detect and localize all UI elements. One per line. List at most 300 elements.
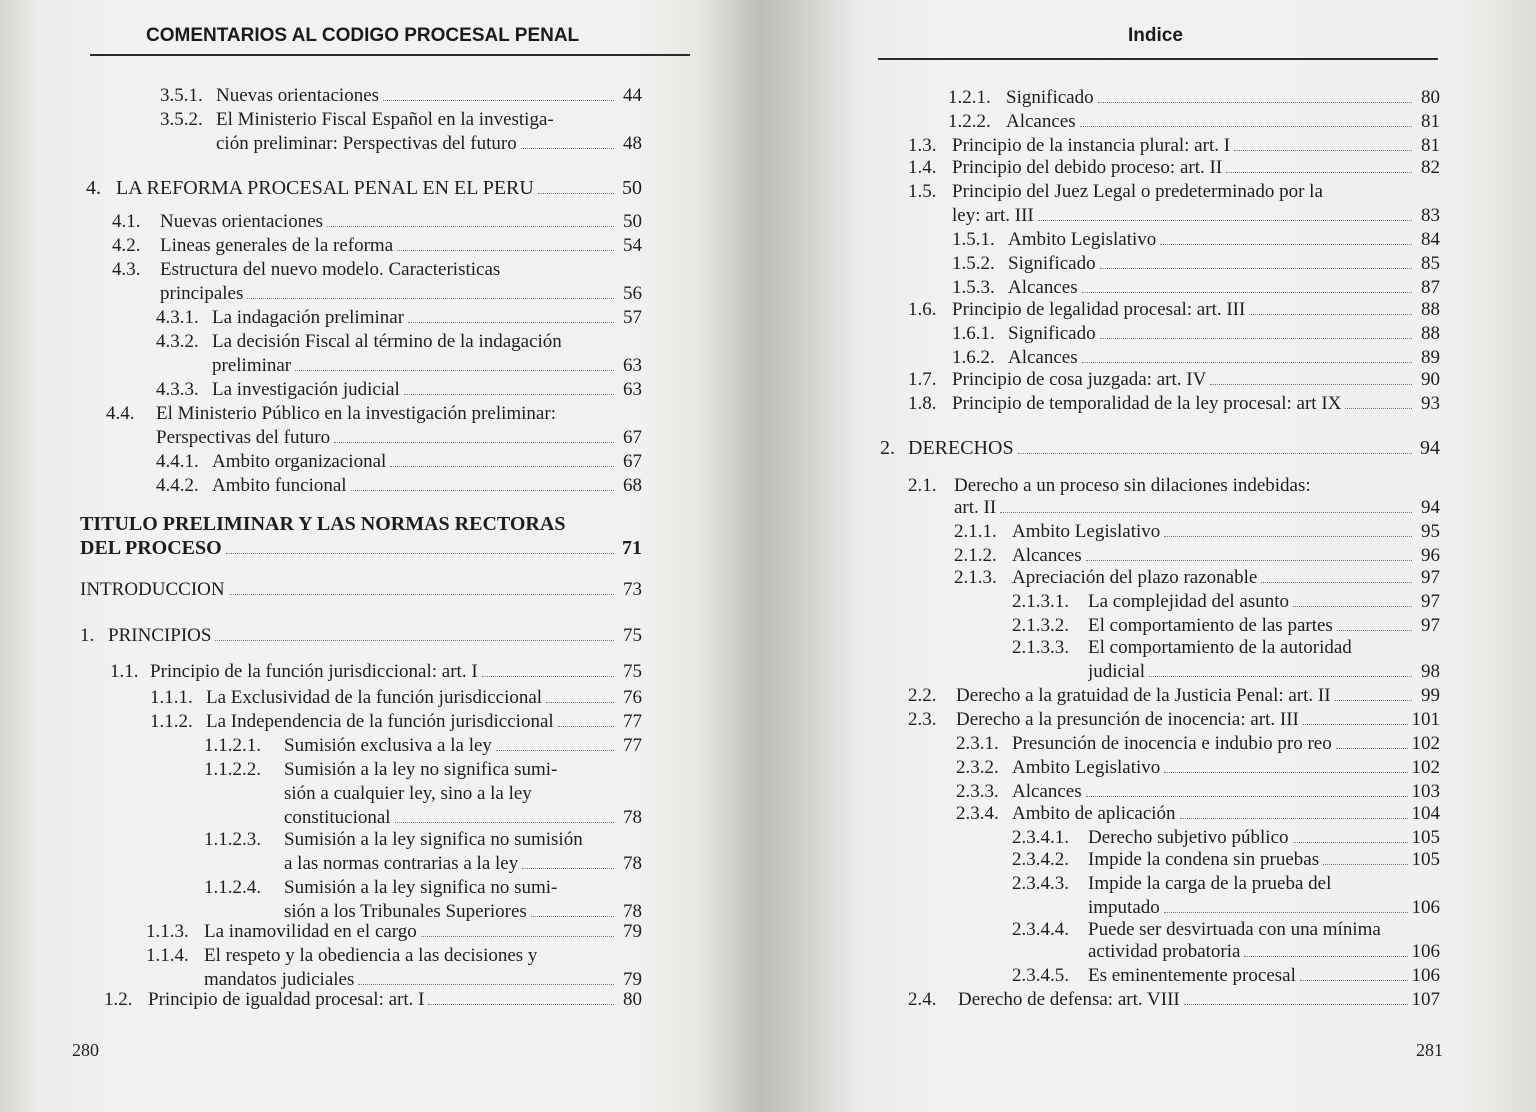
toc-entry-title: ción preliminar: Perspectivas del futuro — [216, 133, 517, 154]
toc-entry-number: 4.3. — [112, 259, 141, 280]
toc-entry-title: sión a los Tribunales Superiores — [284, 901, 527, 922]
toc-entry — [956, 802, 1440, 826]
toc-entry — [952, 228, 1440, 252]
toc-entry-page: 81 — [1421, 111, 1440, 132]
toc-entry-number: 1.1.2.4. — [204, 877, 261, 898]
toc-entry — [1012, 826, 1440, 850]
toc-entry-title: Significado — [1008, 323, 1096, 344]
dot-leader — [1234, 149, 1412, 151]
toc-entry-title: La complejidad del asunto — [1088, 591, 1290, 612]
toc-entry-title: La investigación judicial — [212, 379, 400, 400]
toc-entry-title: INTRODUCCION — [80, 579, 225, 600]
toc-entry-number: 1.1.3. — [146, 921, 189, 942]
toc-entry-title: Significado — [1006, 87, 1094, 108]
toc-entry-title: Alcances — [1008, 347, 1078, 368]
toc-entry-title: Apreciación del plazo razonable — [1012, 567, 1258, 588]
toc-entry — [952, 276, 1440, 300]
toc-entry-number: 1.2. — [104, 989, 133, 1010]
page-number-left: 280 — [72, 1040, 99, 1060]
toc-entry-title: La Independencia de la función jurisdiccional — [206, 711, 554, 732]
toc-entry — [204, 876, 642, 900]
toc-entry-number: 2.2. — [908, 685, 937, 706]
toc-entry-page: 107 — [1411, 989, 1440, 1010]
toc-entry-title: imputado — [1088, 897, 1160, 918]
toc-entry-page: 105 — [1411, 849, 1440, 870]
toc-entry-page: 97 — [1421, 615, 1440, 636]
toc-entry-page: 77 — [623, 735, 642, 756]
toc-entry-page: 78 — [623, 807, 642, 828]
toc-entry — [1012, 918, 1440, 942]
toc-entry-page: 73 — [623, 579, 642, 600]
toc-entry-title: Significado — [1008, 253, 1096, 274]
toc-entry — [1012, 614, 1440, 638]
toc-entry — [948, 110, 1440, 134]
dot-leader — [1098, 101, 1412, 103]
toc-entry-title: Ambito de aplicación — [1012, 803, 1176, 824]
toc-entry-page: 48 — [623, 133, 642, 154]
dot-leader — [1018, 452, 1412, 454]
dot-leader — [1180, 817, 1408, 819]
toc-entry — [954, 544, 1440, 568]
toc-entry-title: principales — [160, 283, 244, 304]
toc-entry — [1012, 590, 1440, 614]
toc-entry — [908, 180, 1440, 204]
toc-entry — [80, 624, 642, 648]
toc-entry-page: 44 — [623, 85, 642, 106]
toc-entry — [150, 686, 642, 710]
toc-entry-title: Ambito organizacional — [212, 451, 387, 472]
toc-entry-title: Sumisión a la ley significa no sumi- — [284, 877, 558, 898]
toc-entry-page: 95 — [1421, 521, 1440, 542]
toc-right — [768, 0, 1536, 1112]
toc-entry-page: 103 — [1411, 781, 1440, 802]
toc-entry — [112, 234, 642, 258]
toc-entry-title: Perspectivas del futuro — [156, 427, 331, 448]
toc-entry-page: 75 — [623, 625, 642, 646]
toc-entry-title: El Ministerio Público en la investigación preliminar: — [156, 403, 556, 424]
toc-entry — [956, 732, 1440, 756]
toc-entry-number: 2.3.4.3. — [1012, 873, 1069, 894]
toc-entry-page: 90 — [1421, 369, 1440, 390]
toc-entry-number: 1.8. — [908, 393, 937, 414]
dot-leader — [1327, 196, 1412, 197]
toc-entry-number: 2.3.4.1. — [1012, 827, 1069, 848]
toc-entry-page: 97 — [1421, 591, 1440, 612]
toc-entry-title: Derecho a un proceso sin dilaciones indebidas: — [954, 475, 1311, 496]
dot-leader — [560, 418, 614, 419]
toc-entry-page: 93 — [1421, 393, 1440, 414]
toc-entry — [284, 782, 642, 806]
dot-leader — [247, 297, 614, 299]
toc-entry — [952, 322, 1440, 346]
toc-entry-number: 2.1.1. — [954, 521, 997, 542]
toc-entry-title: judicial — [1088, 661, 1145, 682]
toc-entry-title: Principio del Juez Legal o predeterminado por la — [952, 181, 1323, 202]
dot-leader — [1336, 747, 1408, 749]
toc-entry-title: Presunción de inocencia e indubio pro reo — [1012, 733, 1332, 754]
toc-entry — [156, 426, 642, 450]
toc-entry-number: 1.1.2. — [150, 711, 193, 732]
toc-entry — [1088, 660, 1440, 684]
toc-entry-page: 87 — [1421, 277, 1440, 298]
toc-entry-title: Principio del debido proceso: art. II — [952, 157, 1223, 178]
toc-entry-title: Alcances — [1012, 545, 1082, 566]
toc-entry — [104, 988, 642, 1012]
toc-entry — [954, 520, 1440, 544]
toc-entry — [160, 108, 642, 132]
dot-leader — [229, 593, 614, 595]
dot-leader — [1080, 125, 1412, 127]
dot-leader — [1293, 605, 1412, 607]
toc-entry-number: 2.3.4.5. — [1012, 965, 1069, 986]
toc-entry — [1012, 964, 1440, 988]
toc-entry-page: 105 — [1411, 827, 1440, 848]
dot-leader — [428, 1003, 614, 1005]
dot-leader — [536, 798, 614, 799]
dot-leader — [1184, 1003, 1408, 1005]
toc-entry-title: a las normas contrarias a la ley — [284, 853, 519, 874]
dot-leader — [421, 935, 614, 937]
toc-entry-page: 63 — [623, 379, 642, 400]
dot-leader — [521, 147, 614, 149]
dot-leader — [1086, 559, 1412, 561]
toc-entry-number: 1.7. — [908, 369, 937, 390]
dot-leader — [1293, 841, 1408, 843]
toc-entry — [908, 156, 1440, 180]
toc-entry — [80, 512, 642, 536]
toc-entry-title: Lineas generales de la reforma — [160, 235, 394, 256]
toc-entry-page: 102 — [1411, 757, 1440, 778]
dot-leader — [404, 393, 614, 395]
toc-entry — [1012, 636, 1440, 660]
dot-leader — [395, 821, 614, 823]
running-header-right: Indice — [1128, 25, 1183, 46]
toc-entry — [908, 134, 1440, 158]
toc-entry — [908, 708, 1440, 732]
dot-leader — [1226, 171, 1412, 173]
dot-leader — [1149, 675, 1412, 677]
toc-entry-page: 96 — [1421, 545, 1440, 566]
dot-leader — [558, 725, 614, 727]
toc-entry — [86, 176, 642, 200]
toc-entry — [110, 660, 642, 684]
toc-entry — [956, 780, 1440, 804]
toc-entry-title: Ambito Legislativo — [1008, 229, 1157, 250]
toc-entry-page: 94 — [1421, 497, 1440, 518]
toc-entry — [106, 402, 642, 426]
toc-entry — [908, 988, 1440, 1012]
toc-entry-title: actividad probatoria — [1088, 941, 1241, 962]
toc-entry-page: 77 — [623, 711, 642, 732]
toc-entry-number: 1.2.1. — [948, 87, 991, 108]
toc-entry-page: 83 — [1421, 205, 1440, 226]
toc-entry — [908, 298, 1440, 322]
toc-entry-page: 79 — [623, 921, 642, 942]
dot-leader — [1261, 581, 1412, 583]
dot-leader — [546, 701, 614, 703]
toc-entry — [212, 354, 642, 378]
toc-entry-title: Es eminentemente procesal — [1088, 965, 1296, 986]
toc-entry-number: 4.2. — [112, 235, 141, 256]
dot-leader — [295, 369, 614, 371]
toc-entry-page: 67 — [623, 451, 642, 472]
toc-entry-title: LA REFORMA PROCESAL PENAL EN EL PERU — [116, 177, 534, 199]
toc-entry-title: Derecho a la presunción de inocencia: art. III — [956, 709, 1299, 730]
toc-entry-title: Sumisión a la ley significa no sumisión — [284, 829, 583, 850]
toc-entry-title: Alcances — [1006, 111, 1076, 132]
toc-entry-title: Sumisión exclusiva a la ley — [284, 735, 492, 756]
toc-entry-page: 80 — [1421, 87, 1440, 108]
toc-entry-number: 2.1.3. — [954, 567, 997, 588]
toc-entry-page: 54 — [623, 235, 642, 256]
toc-entry-number: 2.3.4.4. — [1012, 919, 1069, 940]
dot-leader — [1356, 652, 1412, 653]
toc-entry-page: 88 — [1421, 323, 1440, 344]
toc-entry-title: preliminar — [212, 355, 292, 376]
toc-entry-title: Principio de temporalidad de la ley procesal: art IX — [952, 393, 1342, 414]
toc-entry-title: Nuevas orientaciones — [160, 211, 324, 232]
toc-entry-title: TITULO PRELIMINAR Y LAS NORMAS RECTORAS — [80, 513, 566, 535]
toc-entry-page: 106 — [1411, 965, 1440, 986]
dot-leader — [538, 192, 614, 194]
toc-entry-title: Nuevas orientaciones — [216, 85, 380, 106]
toc-entry-title: mandatos judiciales — [204, 969, 355, 990]
toc-entry-title: Ambito Legislativo — [1012, 757, 1161, 778]
toc-entry — [908, 368, 1440, 392]
toc-entry — [160, 282, 642, 306]
toc-entry-number: 4.1. — [112, 211, 141, 232]
dot-leader — [215, 639, 614, 641]
dot-leader — [327, 225, 614, 227]
toc-entry-page: 99 — [1421, 685, 1440, 706]
toc-entry — [952, 204, 1440, 228]
dot-leader — [1385, 934, 1412, 935]
toc-entry-number: 2.1.3.1. — [1012, 591, 1069, 612]
toc-entry-page: 82 — [1421, 157, 1440, 178]
toc-entry-number: 2.1.3.3. — [1012, 637, 1069, 658]
toc-entry-number: 1.1.2.3. — [204, 829, 261, 850]
toc-entry-number: 2.4. — [908, 989, 937, 1010]
toc-entry — [952, 252, 1440, 276]
toc-entry-page: 57 — [623, 307, 642, 328]
toc-entry-title: art. II — [954, 497, 997, 518]
toc-entry — [112, 258, 642, 282]
toc-entry-page: 106 — [1411, 897, 1440, 918]
toc-entry — [112, 210, 642, 234]
toc-entry — [156, 306, 642, 330]
toc-entry-number: 4.3.2. — [156, 331, 199, 352]
toc-entry-title: Puede ser desvirtuada con una mínima — [1088, 919, 1381, 940]
dot-leader — [1249, 313, 1412, 315]
toc-entry-number: 1.6.2. — [952, 347, 995, 368]
toc-entry-number: 1.1. — [110, 661, 139, 682]
toc-entry-title: PRINCIPIOS — [108, 625, 212, 646]
dot-leader — [1335, 888, 1412, 889]
toc-entry-page: 56 — [623, 283, 642, 304]
toc-entry-number: 2.3.1. — [956, 733, 999, 754]
toc-entry-number: 2.3.3. — [956, 781, 999, 802]
toc-entry — [156, 474, 642, 498]
dot-leader — [558, 124, 614, 125]
toc-entry-page: 79 — [623, 969, 642, 990]
dot-leader — [1086, 795, 1408, 797]
dot-leader — [408, 321, 614, 323]
toc-entry-page: 63 — [623, 355, 642, 376]
toc-entry-number: 2.3.4. — [956, 803, 999, 824]
dot-leader — [1244, 955, 1407, 957]
toc-entry-title: Sumisión a la ley no significa sumi- — [284, 759, 558, 780]
dot-leader — [397, 249, 614, 251]
toc-entry-number: 4. — [86, 177, 101, 199]
toc-entry-number: 1.1.4. — [146, 945, 189, 966]
toc-entry-title: constitucional — [284, 807, 391, 828]
toc-entry-number: 1.6. — [908, 299, 937, 320]
toc-entry-page: 84 — [1421, 229, 1440, 250]
toc-entry — [1088, 896, 1440, 920]
toc-entry-page: 101 — [1411, 709, 1440, 730]
toc-entry-title: El comportamiento de las partes — [1088, 615, 1333, 636]
dot-leader — [1315, 490, 1412, 491]
toc-entry — [1012, 872, 1440, 896]
dot-leader — [587, 844, 614, 845]
dot-leader — [226, 552, 614, 554]
toc-entry — [952, 346, 1440, 370]
toc-entry-title: Derecho a la gratuidad de la Justicia Penal: art. II — [956, 685, 1331, 706]
toc-entry-title: Principio de cosa juzgada: art. IV — [952, 369, 1207, 390]
toc-entry — [954, 496, 1440, 520]
toc-entry-title: DEL PROCESO — [80, 537, 222, 559]
toc-entry-number: 2.1.3.2. — [1012, 615, 1069, 636]
toc-entry-number: 1.5. — [908, 181, 937, 202]
toc-entry-number: 2.3.2. — [956, 757, 999, 778]
toc-entry — [146, 920, 642, 944]
toc-entry-title: La inamovilidad en el cargo — [204, 921, 417, 942]
dot-leader — [1000, 511, 1412, 513]
dot-leader — [1082, 361, 1412, 363]
toc-entry-title: ley: art. III — [952, 205, 1034, 226]
running-header-left: COMENTARIOS AL CODIGO PROCESAL PENAL — [146, 25, 580, 46]
toc-entry-number: 1.4. — [908, 157, 937, 178]
toc-entry-number: 1.1.2.1. — [204, 735, 261, 756]
dot-leader — [561, 774, 614, 775]
toc-entry-title: Ambito funcional — [212, 475, 347, 496]
toc-entry-title: Estructura del nuevo modelo. Caracteristicas — [160, 259, 501, 280]
toc-entry-number: 4.3.3. — [156, 379, 199, 400]
toc-entry-page: 85 — [1421, 253, 1440, 274]
toc-entry-number: 2.3.4.2. — [1012, 849, 1069, 870]
dot-leader — [334, 441, 614, 443]
dot-leader — [482, 675, 614, 677]
toc-entry — [204, 734, 642, 758]
toc-entry-number: 1.1.2.2. — [204, 759, 261, 780]
toc-entry-number: 4.4.2. — [156, 475, 199, 496]
toc-entry — [908, 474, 1440, 498]
dot-leader — [1038, 219, 1412, 221]
toc-entry-number: 2. — [880, 437, 895, 459]
toc-entry-page: 97 — [1421, 567, 1440, 588]
toc-entry — [956, 756, 1440, 780]
dot-leader — [1100, 337, 1412, 339]
dot-leader — [383, 99, 614, 101]
toc-entry-page: 76 — [623, 687, 642, 708]
toc-entry-page: 68 — [623, 475, 642, 496]
toc-entry-title: Alcances — [1008, 277, 1078, 298]
toc-entry — [160, 84, 642, 108]
toc-entry-number: 2.1. — [908, 475, 937, 496]
dot-leader — [541, 960, 614, 961]
toc-entry — [284, 806, 642, 830]
toc-entry-page: 71 — [622, 537, 642, 559]
toc-entry-number: 4.4. — [106, 403, 135, 424]
dot-leader — [1100, 267, 1412, 269]
dot-leader — [496, 749, 614, 751]
toc-entry-title: Derecho de defensa: art. VIII — [958, 989, 1180, 1010]
toc-entry — [80, 578, 642, 602]
toc-entry — [216, 132, 642, 156]
dot-leader — [1337, 629, 1412, 631]
toc-entry-title: El Ministerio Fiscal Español en la investiga- — [216, 109, 554, 130]
dot-leader — [1164, 535, 1412, 537]
toc-entry-title: Principio de la instancia plural: art. I — [952, 135, 1231, 156]
dot-leader — [1082, 291, 1412, 293]
toc-entry-page: 89 — [1421, 347, 1440, 368]
toc-entry — [948, 86, 1440, 110]
toc-entry-number: 1.5.3. — [952, 277, 995, 298]
toc-entry — [908, 392, 1440, 416]
toc-entry — [204, 828, 642, 852]
dot-leader — [1303, 723, 1408, 725]
toc-entry-number: 3.5.2. — [160, 109, 203, 130]
toc-entry-page: 88 — [1421, 299, 1440, 320]
dot-leader — [1345, 407, 1412, 409]
toc-entry-title: Alcances — [1012, 781, 1082, 802]
toc-entry-page: 102 — [1411, 733, 1440, 754]
dot-leader — [1210, 383, 1412, 385]
dot-leader — [1160, 243, 1412, 245]
toc-entry-number: 2.1.2. — [954, 545, 997, 566]
toc-entry-number: 1.5.1. — [952, 229, 995, 250]
toc-entry-title: Impide la carga de la prueba del — [1088, 873, 1332, 894]
toc-entry-number: 4.4.1. — [156, 451, 199, 472]
toc-entry — [80, 536, 642, 560]
toc-entry-number: 3.5.1. — [160, 85, 203, 106]
toc-entry-title: Principio de igualdad procesal: art. I — [148, 989, 425, 1010]
toc-entry-page: 98 — [1421, 661, 1440, 682]
toc-entry-page: 78 — [623, 853, 642, 874]
toc-entry — [284, 852, 642, 876]
toc-entry — [156, 330, 642, 354]
toc-entry-number: 1. — [80, 625, 95, 646]
page-number-right: 281 — [1416, 1040, 1443, 1060]
dot-leader — [351, 489, 614, 491]
toc-entry-title: La Exclusividad de la función jurisdiccional — [206, 687, 543, 708]
dot-leader — [390, 465, 614, 467]
toc-entry-number: 1.6.1. — [952, 323, 995, 344]
toc-entry-number: 1.1.1. — [150, 687, 193, 708]
toc-entry-number: 1.2.2. — [948, 111, 991, 132]
right-page — [768, 0, 1536, 1112]
toc-entry-title: Derecho subjetivo público — [1088, 827, 1289, 848]
toc-entry-number: 1.5.2. — [952, 253, 995, 274]
toc-entry — [156, 378, 642, 402]
toc-entry — [908, 684, 1440, 708]
dot-leader — [1323, 863, 1407, 865]
toc-entry-page: 81 — [1421, 135, 1440, 156]
toc-entry-page: 106 — [1411, 941, 1440, 962]
toc-entry-title: La decisión Fiscal al término de la indagación — [212, 331, 562, 352]
toc-entry — [880, 436, 1440, 460]
toc-entry-title: Ambito Legislativo — [1012, 521, 1161, 542]
